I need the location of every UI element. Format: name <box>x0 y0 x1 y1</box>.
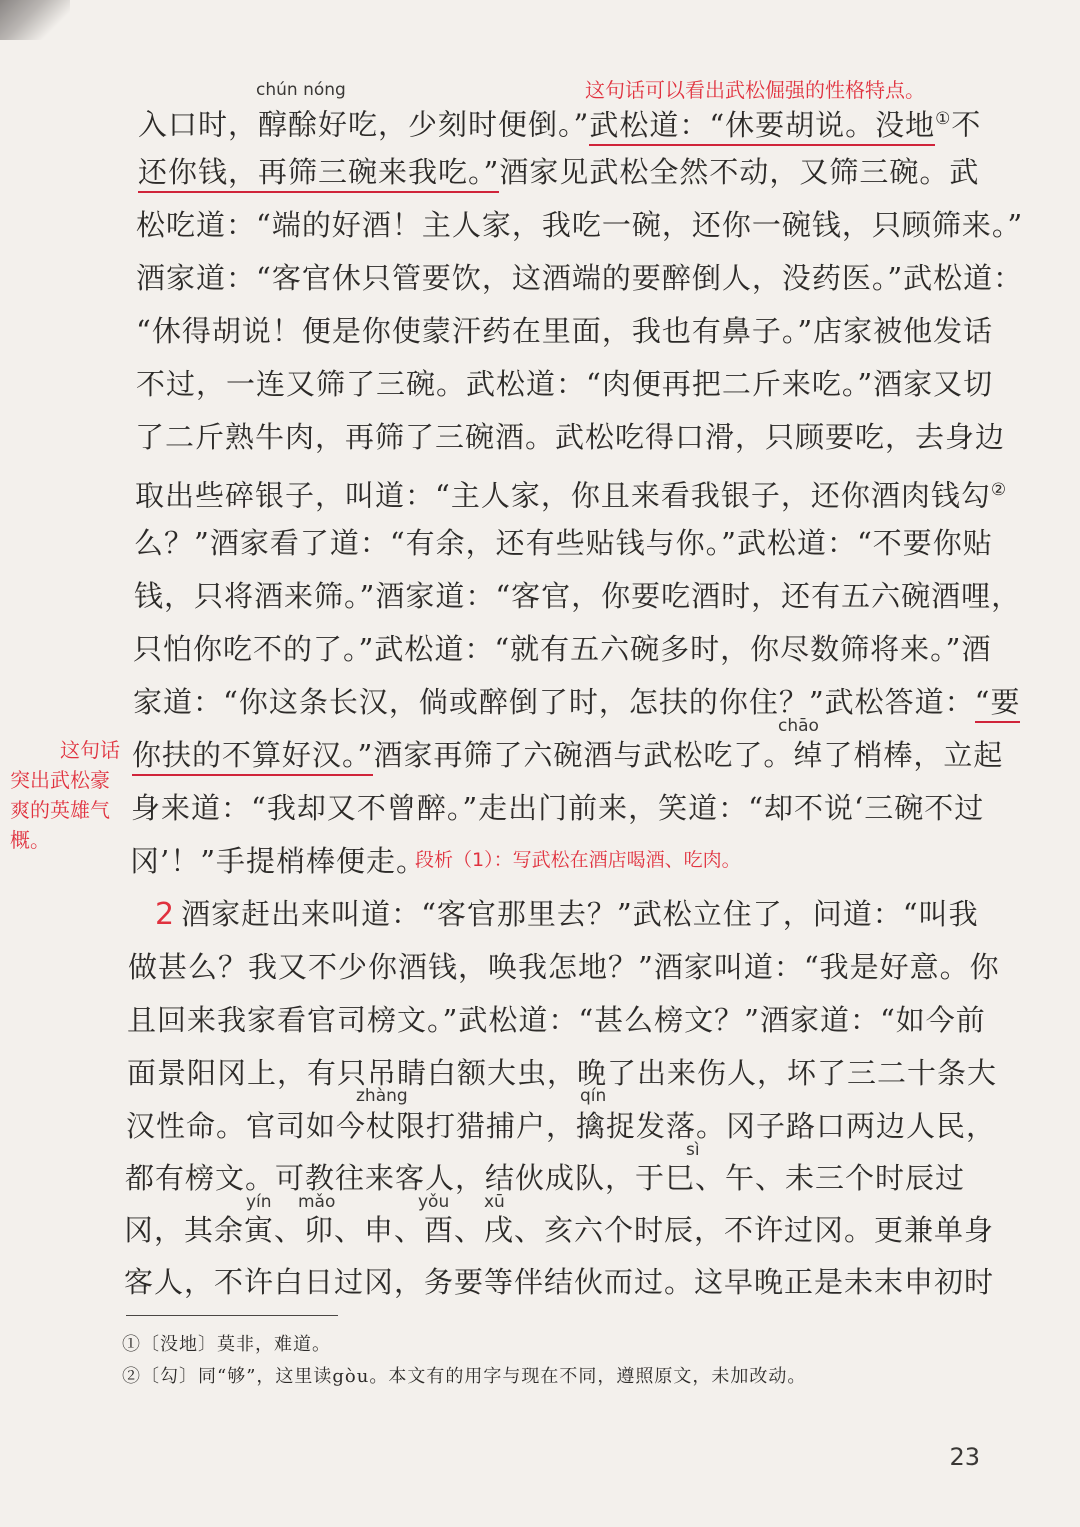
text-line: 么？”酒家看了道：“有余，还有些贴钱与你。”武松道：“不要你贴 <box>134 526 993 560</box>
annotation-side-line4: 概。 <box>10 828 50 852</box>
text-line: 酒家道：“客官休只管要饮，这酒端的要醉倒人，没药医。”武松道： <box>136 261 1024 295</box>
text-line: 汉性命。官司如今杖限打猎捕户，擒捉发落。冈子路口两边人民， <box>126 1109 997 1143</box>
annotation-side-line1: 这句话 <box>60 738 120 762</box>
annotation-top: 这句话可以看出武松倔强的性格特点。 <box>585 78 925 102</box>
pinyin-yin: yín <box>246 1192 272 1212</box>
footnote-1: ①〔没地〕莫非，难道。 <box>122 1334 331 1355</box>
text-line: 都有榜文。可教往来客人，结伙成队，于巳、午、未三个时辰过 <box>125 1161 966 1195</box>
underlined-text: 还你钱，再筛三碗来我吃。” <box>138 155 499 193</box>
text-line: 还你钱，再筛三碗来我吃。”酒家见武松全然不动，又筛三碗。武 <box>138 146 979 199</box>
text-line: “休得胡说！便是你使蒙汗药在里面，我也有鼻子。”店家被他发话 <box>136 314 994 348</box>
text-line: 松吃道：“端的好酒！主人家，我吃一碗，还你一碗钱，只顾筛来。” <box>136 208 1024 242</box>
text-line: 入口时，醇酴好吃，少刻时便倒。”武松道：“休要胡说。没地①不 <box>138 93 981 146</box>
underlined-text: “要 <box>975 685 1021 723</box>
text-line: 只怕你吃不的了。”武松道：“就有五六碗多时，你尽数筛将来。”酒 <box>133 632 992 666</box>
paragraph-number: 2 <box>155 897 176 932</box>
text-line: 取出些碎银子，叫道：“主人家，你且来看我银子，还你酒肉钱勾② <box>135 478 1008 513</box>
text-line: 身来道：“我却又不曾醉。”走出门前来，笑道：“却不说‘三碗不过 <box>131 791 985 825</box>
annotation-side-line3: 爽的英雄气 <box>10 798 110 822</box>
text-line: 了二斤熟牛肉，再筛了三碗酒。武松吃得口滑，只顾要吃，去身边 <box>135 420 1006 454</box>
underlined-text: 你扶的不算好汉。” <box>132 738 373 776</box>
footnote-marker: ① <box>935 109 952 129</box>
text-line: 做甚么？我又不少你酒钱，唤我怎地？”酒家叫道：“我是好意。你 <box>128 950 1000 984</box>
pinyin-qin: qín <box>580 1086 607 1106</box>
text-line: 钱，只将酒来筛。”酒家道：“客官，你要吃酒时，还有五六碗酒哩， <box>134 579 1022 613</box>
footnote-divider <box>126 1315 338 1316</box>
pinyin-you: yǒu <box>418 1192 450 1212</box>
text-line: 面景阳冈上，有只吊睛白额大虫，晚了出来伤人，坏了三二十条大 <box>127 1056 998 1090</box>
footnote-marker: ② <box>990 480 1008 500</box>
text-line: 2 酒家赶出来叫道：“客官那里去？”武松立住了，问道：“叫我 <box>155 897 979 932</box>
annotation-paragraph-summary: 段析（1）：写武松在酒店喝酒、吃肉。 <box>415 849 741 871</box>
text-line: 你扶的不算好汉。”酒家再筛了六碗酒与武松吃了。绰了梢棒，立起 <box>132 729 1003 782</box>
text-line: 冈，其余寅、卯、申、酉、戌、亥六个时辰，不许过冈。更兼单身 <box>124 1213 995 1247</box>
text-line: 家道：“你这条长汉，倘或醉倒了时，怎扶的你住？”武松答道：“要 <box>133 676 1020 729</box>
pinyin-si: sì <box>686 1140 700 1160</box>
text-line: 且回来我家看官司榜文。”武松道：“甚么榜文？”酒家道：“如今前 <box>127 1003 986 1037</box>
underlined-text: 武松道：“休要胡说。没地 <box>589 108 935 146</box>
pinyin-mao: mǎo <box>298 1192 336 1212</box>
text-line: 客人，不许白日过冈，务要等伴结伙而过。这早晚正是未末申初时 <box>124 1265 995 1299</box>
page-number: 23 <box>949 1443 980 1471</box>
pinyin-xu: xū <box>484 1192 505 1212</box>
footnote-2: ②〔勾〕同“够”，这里读gòu。本文有的用字与现在不同，遵照原文，未加改动。 <box>122 1366 807 1387</box>
pinyin-chao: chāo <box>778 716 819 736</box>
text-line: 不过，一连又筛了三碗。武松道：“肉便再把二斤来吃。”酒家又切 <box>136 367 994 401</box>
text-line: 冈’！”手提梢棒便走。 <box>130 844 427 878</box>
annotation-side-line2: 突出武松豪 <box>10 768 110 792</box>
pinyin-chunnong: chún nóng <box>256 80 346 100</box>
scan-corner-shadow <box>0 0 70 40</box>
pinyin-zhang: zhàng <box>356 1086 408 1106</box>
